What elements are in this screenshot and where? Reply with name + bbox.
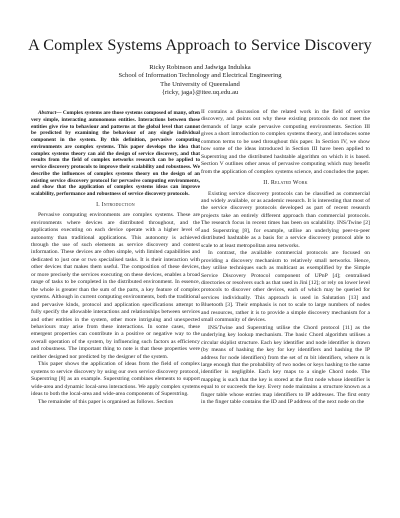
intro-paragraph-2: This paper shows the application of ideas from the field of complex systems to service discovery by using our own service discovery protocol, Superstring [8] as an example. Superstring combines elements to support wide-area and dynamic local-area interactions. We apply complex systems ideas to both the local-area and wide-area components of Superstring. (31, 361, 200, 398)
abstract (31, 110, 200, 198)
section-heading-related-work: II. Related Work (263, 180, 308, 187)
author-emails: {ricky, jaga}@itee.uq.edu.au (161, 88, 239, 96)
paper-title: A Complex Systems Approach to Service Discovery (28, 36, 372, 54)
related-paragraph-3: INS/Twine and Superstring utilise the Chord protocol [11] as the underlying key lookup mechanism. The basic Chord algorithm utilises a circular skiplist structure. Each key identifier and node identifier is drawn (by means of hashing the key for key identifiers and hashing the IP address for node identifiers) from the set of m bit identifiers, where m is large enough that the probability of two nodes or keys hashing to the same identifier is negligible. Each key maps to a single Chord node. The mapping is such that the key is stored at the first node whose identifier is equal to or succeeds the key. Every node maintains a structure known as a finger table whose entries map identifiers to IP addresses. The first entry in the finger table contains the ID and IP address of the next node on the (201, 324, 370, 406)
author-block (0, 64, 400, 97)
related-paragraph-1: Existing service discovery protocols can be classified as commercial and widely available, or as academic research. It is interesting that most of the service discovery protocols developed as part of recent research projects take an entirely different approach than commercial protocols. The research focus in recent times has been on scalability. INS/Twine [2] and Superstring [8], for example, utilise an underlying peer-to-peer distributed hashtable as a basis for a service discovery protocol able to scale to at least metropolitan area networks. (201, 190, 370, 249)
intro-paragraph-1: Pervasive computing environments are complex systems. These are environments where devices are distributed throughout, and the applications executing on each device operate with a higher level of autonomy than traditional applications. This autonomy is achieved through the use of such elements as service discovery and context information. These devices are often simple, with limited capabilities and dedicated to just one or two specialised tasks. It is their interaction with other devices that makes them useful. The composition of these devices, or more precisely the services executing on these devices, enables a broad range of tasks to be completed in the distributed environment. In essence, the whole is greater than the sum of the parts, a key feature of complex systems. Although in current computing environments, both the traditional and pervasive kinds, protocol and application specifications attempt to fully specify the allowable interactions and relationships between services and other entities in the system, other more intriguing and unexpected behaviours may arise from these interactions. In some cases, these emergent properties can contribute in a positive or negative way to the overall operation of the system, by influencing such factors as efficiency and robustness. The important thing to note is that these properties were neither designed nor predicted by the designer of the system. (31, 212, 200, 360)
related-paragraph-2: In contrast, the available commercial protocols are focused on providing a discovery mechanism to relatively small networks. Hence, they utilise techniques such as multicast as exemplified by the Simple Service Discovery Protocol component of UPnP [4]; centralised directories or resolvers such as that used in Jini [12]; or rely on lower level protocols to discover other devices, each of which may be queried for services individually. This approach is used in Salutation [13] and Bluetooth [3]. Their emphasis is not to scale to large numbers of nodes and resources, rather it is to provide a simple discovery mechanism for a small community of devices. (201, 250, 370, 324)
abstract-lead: Abstract (38, 110, 57, 116)
intro-paragraph-3: The remainder of this paper is organised as follows. Section (38, 398, 174, 405)
left-column (31, 110, 200, 406)
intro-paragraph-3-cont: II contains a discussion of the related work in the field of service discovery, and points out why these existing protocols do not meet the demands of large scale pervasive computing environments. Section III gives a short introduction to complex systems theory, and introduces some common terms to be used throughout this paper. In Section IV, we show how some of the ideas introduced in Section III have been applied to Superstring and the distributed hashtable algorithm on which it is based. Section V outlines other areas of pervasive computing which may benefit from the application of complex systems science, and concludes the paper. (201, 109, 370, 175)
section-heading-introduction: I. Introduction (96, 201, 135, 208)
author-names: Ricky Robinson and Jadwiga Indulska (149, 64, 251, 71)
author-university: The University of Queensland (160, 80, 240, 88)
author-affiliation: School of Information Technology and Electrical Engineering (118, 72, 282, 80)
right-column (201, 109, 370, 407)
abstract-text: — Complex systems are those systems composed of many, often very simple, interacting autonomous entities. Interactions between these entities give rise to behaviour and patterns at the global level that cannot be predicted by examining the behaviour of any single individual component in the system. By this definition, pervasive computing environments are complex systems. This paper develops the idea that complex systems theory can aid the design of service discovery, and that results from the field of complex networks research can be applied to service discovery protocols to improve their scalability and robustness. We describe the influences of complex systems theory on the design of an existing service discovery protocol for pervasive computing environments, and show that the application of complex systems ideas can improve scalability, performance and robustness of service discovery protocols. (31, 110, 200, 197)
